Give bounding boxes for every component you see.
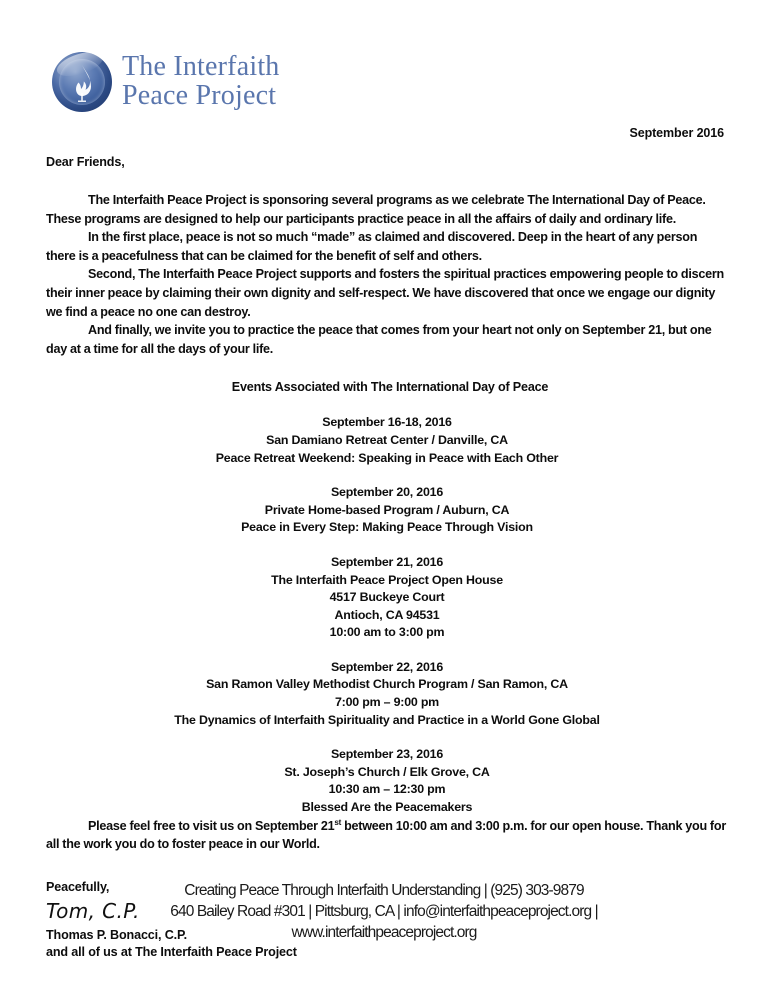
event-venue: St. Joseph’s Church / Elk Grove, CA [284,764,490,779]
page-footer [0,880,768,943]
event-item [46,484,728,537]
event-title: Blessed Are the Peacemakers [301,800,473,815]
logo-wordmark [122,53,280,110]
closing-text-before: Please feel free to visit us on September 21 [88,818,335,833]
logo-wordmark-line-2: Peace Project [122,80,277,111]
closing-paragraph [46,817,728,854]
event-venue: San Ramon Valley Methodist Church Program / San Ramon, CA [206,677,568,692]
event-address-line-2: Antioch, CA 94531 [334,607,440,622]
event-title: Peace in Every Step: Making Peace Through Vision [241,520,533,535]
event-date: September 23, 2016 [330,747,444,762]
footer-website: www.interfaithpeaceproject.org [291,924,477,941]
event-venue: The Interfaith Peace Project Open House [271,572,503,587]
event-date: September 22, 2016 [330,659,444,674]
letterhead [52,52,280,112]
closing-text-after: between 10:00 am and 3:00 p.m. for our open house. Thank you for all the work you do to foster peace in our World. [46,818,726,852]
event-date: September 16-18, 2016 [322,415,452,430]
event-item [46,554,728,642]
letter-body [46,155,728,961]
valediction: Peacefully, [46,879,110,894]
event-time: 7:00 pm – 9:00 pm [334,695,440,710]
event-item [46,746,728,816]
ordinal-suffix: st [334,817,342,827]
salutation: Dear Friends, [46,155,125,169]
event-date: September 21, 2016 [330,554,444,569]
footer-line-1: Creating Peace Through Interfaith Understanding | (925) 303-9879 [184,882,584,899]
event-title: Peace Retreat Weekend: Speaking in Peace with Each Other [215,450,559,465]
event-time: 10:00 am to 3:00 pm [329,625,445,640]
flame-in-circle-logo-icon [52,52,112,112]
event-venue: San Damiano Retreat Center / Danville, CA [266,432,508,447]
event-time: 10:30 am – 12:30 pm [328,782,446,797]
event-venue: Private Home-based Program / Auburn, CA [264,502,510,517]
event-item [46,414,728,467]
signer-name: Thomas P. Bonacci, C.P. [46,927,187,942]
letter-date: September 2016 [629,126,724,140]
paragraph-2: In the first place, peace is not so much “made” as claimed and discovered. Deep in the heart of any person there is a peacefulness that can be claimed for the benefit of self and others. [46,230,698,263]
events-heading: Events Associated with The International Day of Peace [231,380,549,395]
handwritten-signature: Tom, C.P. [46,898,140,923]
event-item [46,659,728,729]
paragraph-1: The Interfaith Peace Project is sponsoring several programs as we celebrate The International Day of Peace. These programs are designed to help our participants practice peace in all the affairs of daily and ordinary life. [46,193,706,226]
footer-line-2: 640 Bailey Road #301 | Pittsburg, CA | info@interfaithpeaceproject.org | [170,903,598,920]
paragraph-4: And finally, we invite you to practice the peace that comes from your heart not only on September 21, but one day at a time for all the days of your life. [46,323,712,356]
event-address-line-1: 4517 Buckeye Court [329,590,445,605]
event-title: The Dynamics of Interfaith Spirituality and Practice in a World Gone Global [174,712,600,727]
paragraph-3: Second, The Interfaith Peace Project supports and fosters the spiritual practices empowering people to discern their inner peace by claiming their own dignity and self-respect. We have discovered that once we engage our dignity we find a peace no one can destroy. [46,267,724,319]
event-date: September 20, 2016 [330,485,444,500]
events-list [46,414,728,816]
signer-organization: and all of us at The Interfaith Peace Project [46,944,297,959]
logo-wordmark-line-1: The Interfaith [122,51,280,83]
